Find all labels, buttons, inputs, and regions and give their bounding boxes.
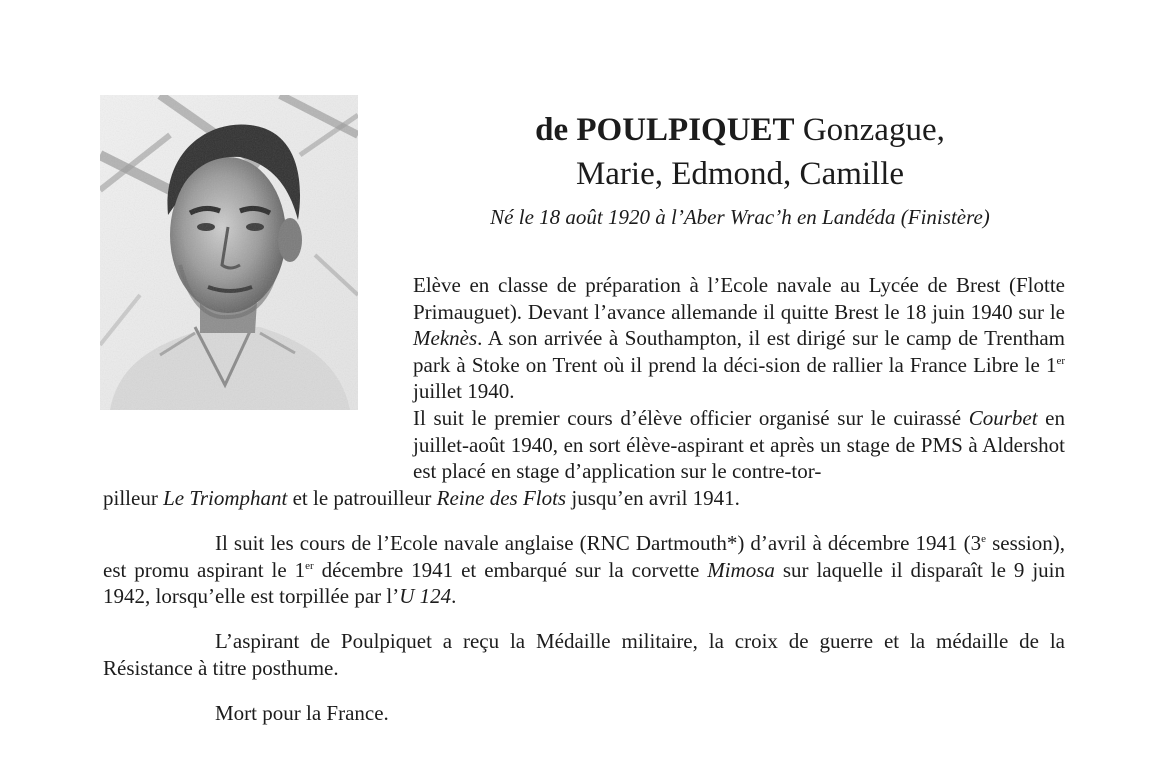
- superscript-er-2: er: [305, 559, 314, 572]
- paragraph-2: [413, 405, 1065, 485]
- para1-text-b: . A son arrivée à Southampton, il est dirigé sur le camp de Trentham park à Stoke on Trent où il prend la déci-sion de rallier la France Libre le 1: [413, 326, 1065, 377]
- ship-name-reine-des-flots: Reine des Flots: [436, 486, 567, 510]
- portrait-photo: [100, 95, 358, 410]
- para2-text-b: en juillet-août 1940, en sort élève-aspirant et après un stage de PMS à Aldershot est placé en stage d’application sur le contre-tor-: [413, 406, 1066, 483]
- para1-text-c: juillet 1940.: [413, 379, 515, 403]
- para2-text-a: Il suit le premier cours d’élève officier organisé sur le cuirassé: [413, 406, 969, 430]
- ship-name-mimosa: Mimosa: [707, 557, 775, 582]
- paragraph-3: [103, 530, 1065, 610]
- para3-text-c: décembre 1941 et embarqué sur la corvette: [313, 557, 708, 582]
- person-name-line1: [360, 108, 1120, 152]
- para3-text-a: Il suit les cours de l’Ecole navale anglaise (RNC Dartmouth*) d’avril à décembre 1941 (3: [215, 531, 982, 555]
- first-names-1: Gonzague,: [802, 112, 945, 148]
- paragraph-2-continuation: [103, 485, 1065, 512]
- para2-text-d: et le patrouilleur: [287, 486, 437, 510]
- paragraph-1: [413, 272, 1065, 405]
- para3-text-d: sur laquelle il disparaît le 9 juin 1942, lorsqu’elle est torpillée par l’: [103, 557, 1065, 608]
- paragraph-5: Mort pour la France.: [215, 701, 389, 725]
- ship-name-meknes: Meknès: [413, 326, 478, 350]
- title-block: [360, 108, 1120, 232]
- superscript-e: e: [981, 533, 986, 545]
- para2-text-c: pilleur: [103, 486, 164, 510]
- portrait-image: [100, 95, 358, 410]
- para3-text-b: session), est promu aspirant le 1: [103, 531, 1065, 582]
- ship-name-le-triomphant: Le Triomphant: [163, 486, 288, 510]
- birth-info: Né le 18 août 1920 à l’Aber Wrac’h en Landéda (Finistère): [490, 205, 990, 229]
- para2-text-e: jusqu’en avril 1941.: [566, 486, 740, 510]
- para1-text-a: Elève en classe de préparation à l’Ecole navale au Lycée de Brest (Flotte Primauguet). Devant l’avance allemande il quitte Brest le 18 juin 1940 sur le: [413, 273, 1065, 324]
- ship-name-u124: U 124: [399, 584, 452, 608]
- superscript-er: er: [1056, 354, 1065, 367]
- person-name-line2: Marie, Edmond, Camille: [575, 156, 905, 192]
- paragraph-4: L’aspirant de Poulpiquet a reçu la Médaille militaire, la croix de guerre et la médaille de la Résistance à titre posthume.: [103, 629, 1065, 680]
- ship-name-courbet: Courbet: [968, 406, 1038, 430]
- para3-text-e: .: [451, 584, 457, 608]
- surname: de POULPIQUET: [535, 112, 795, 148]
